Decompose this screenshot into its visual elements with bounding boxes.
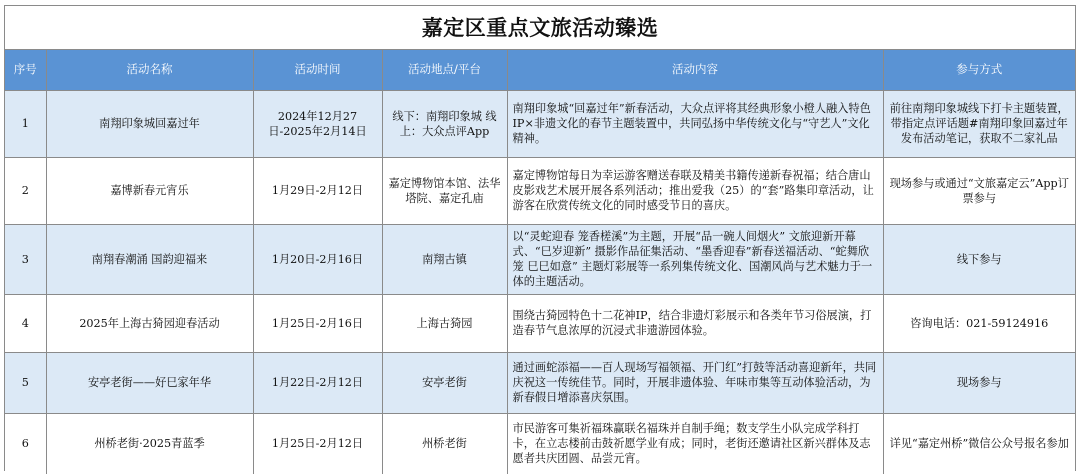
cell-no: 1 (5, 90, 46, 157)
cell-content: 以“灵蛇迎春 笼香槎溪”为主题，开展“品一碗人间烟火” 文旅迎新开幕式、“巳岁迎新” 摄影作品征集活动、“墨香迎春”新春送福活动、“蛇舞欣笼 巳巳如意” 主题灯彩展等一系列集传统文化、国潮风尚与艺术魅力于一体的主题活动。 (507, 224, 883, 294)
cell-name: 南翔印象城回嘉过年 (46, 90, 253, 157)
column-header-content: 活动内容 (507, 50, 883, 90)
cell-place: 州桥老街 (382, 413, 507, 474)
cell-no: 2 (5, 157, 46, 224)
cell-join: 线下参与 (883, 224, 1075, 294)
table-row (5, 224, 1075, 294)
cell-join: 现场参与 (883, 352, 1075, 413)
table-row (5, 294, 1075, 352)
column-header-place: 活动地点/平台 (382, 50, 507, 90)
table-header-row (5, 50, 1075, 90)
cell-content: 通过画蛇添福——百人现场写福领福、开门红”打鼓等活动喜迎新年，共同庆祝这一传统佳节。同时，开展非遗体验、年味市集等互动体验活动，为新春假日增添喜庆氛围。 (507, 352, 883, 413)
column-header-time: 活动时间 (253, 50, 382, 90)
cell-join: 前往南翔印象城线下打卡主题装置，带指定点评话题#南翔印象回嘉过年发布活动笔记，获取不二家礼品 (883, 90, 1075, 157)
table-container (4, 5, 1076, 471)
cell-time: 1月20日-2月16日 (253, 224, 382, 294)
cell-no: 3 (5, 224, 46, 294)
cell-join: 详见“嘉定州桥”微信公众号报名参加 (883, 413, 1075, 474)
cell-name: 嘉博新春元宵乐 (46, 157, 253, 224)
table-row (5, 352, 1075, 413)
cell-join: 咨询电话：021-59124916 (883, 294, 1075, 352)
cell-time: 2024年12月27日-2025年2月14日 (253, 90, 382, 157)
table-row (5, 413, 1075, 474)
cell-content: 嘉定博物馆每日为幸运游客赠送春联及精美书籍传递新春祝福；结合唐山皮影戏艺术展开展各系列活动；推出爱我（25）的“套”路集印章活动，让游客在欣赏传统文化的同时感受节日的喜庆。 (507, 157, 883, 224)
cell-name: 2025年上海古猗园迎春活动 (46, 294, 253, 352)
table-row (5, 157, 1075, 224)
column-header-name: 活动名称 (46, 50, 253, 90)
activities-table (5, 50, 1075, 474)
cell-no: 4 (5, 294, 46, 352)
cell-place: 上海古猗园 (382, 294, 507, 352)
cell-no: 5 (5, 352, 46, 413)
cell-content: 市民游客可集祈福珠赢联名福珠并自制手绳；数支学生小队完成学科打卡，在立志楼前击鼓祈愿学业有成；同时，老街还邀请社区新兴群体及志愿者共庆团圆、品尝元宵。 (507, 413, 883, 474)
table-row (5, 90, 1075, 157)
cell-content: 南翔印象城“回嘉过年”新春活动，大众点评将其经典形象小橙人融入特色IP×非遗文化的春节主题装置中，共同弘扬中华传统文化与“守艺人”文化精神。 (507, 90, 883, 157)
cell-place: 嘉定博物馆本馆、法华塔院、嘉定孔庙 (382, 157, 507, 224)
cell-name: 南翔春潮涌 国韵迎福来 (46, 224, 253, 294)
cell-place: 安亭老街 (382, 352, 507, 413)
cell-no: 6 (5, 413, 46, 474)
page-title: 嘉定区重点文旅活动臻选 (5, 6, 1075, 50)
column-header-join: 参与方式 (883, 50, 1075, 90)
cell-time: 1月25日-2月12日 (253, 413, 382, 474)
cell-content: 围绕古猗园特色十二花神IP，结合非遗灯彩展示和各类年节习俗展演，打造春节气息浓厚的沉浸式非遗游园体验。 (507, 294, 883, 352)
cell-time: 1月25日-2月16日 (253, 294, 382, 352)
cell-name: 州桥老街·2025青蓝季 (46, 413, 253, 474)
column-header-no: 序号 (5, 50, 46, 90)
cell-join: 现场参与或通过“文旅嘉定云”App订票参与 (883, 157, 1075, 224)
cell-place: 线下：南翔印象城 线上：大众点评App (382, 90, 507, 157)
cell-name: 安亭老街——好巳家年华 (46, 352, 253, 413)
cell-time: 1月29日-2月12日 (253, 157, 382, 224)
cell-place: 南翔古镇 (382, 224, 507, 294)
cell-time: 1月22日-2月12日 (253, 352, 382, 413)
